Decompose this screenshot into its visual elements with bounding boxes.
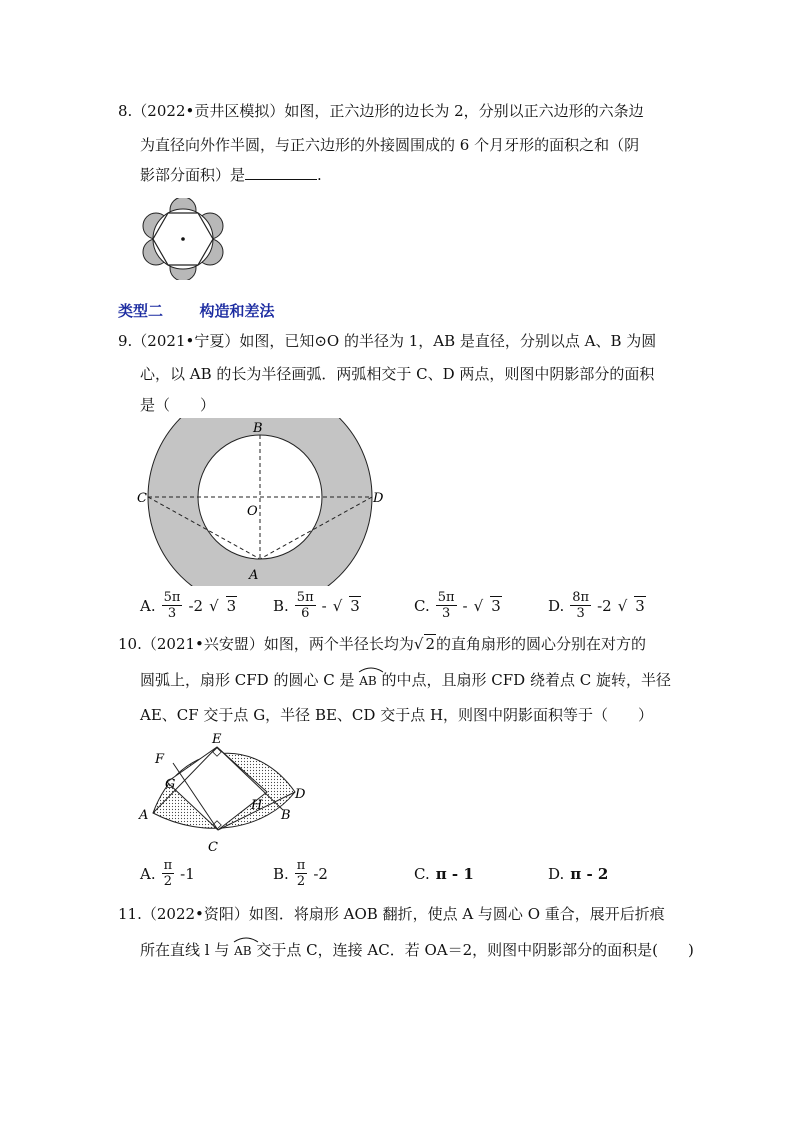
- option-letter: B.: [273, 864, 289, 883]
- q8-line1: 8.（2022•贡井区模拟）如图，正六边形的边长为 2，分别以正六边形的六条边: [118, 102, 644, 120]
- sqrt-icon: √: [332, 596, 343, 615]
- q9-option-d[interactable]: D. $\frac{8\pi}{3}$ -2 √ 3: [548, 590, 645, 621]
- fraction: $\frac{8\pi}{3}$: [572, 590, 590, 621]
- q10-line2: 圆弧上，扇形 CFD 的圆心 C 是 AB 的中点，且扇形 CFD 绕着点 C 旋转，半径: [140, 670, 671, 691]
- q10-label-g: G: [165, 777, 176, 792]
- section-label: 类型二: [118, 302, 164, 320]
- q9-label-c: C: [137, 491, 147, 506]
- arc-ab: AB: [234, 941, 251, 961]
- fraction: $\frac{\pi}{2}$: [296, 858, 306, 889]
- q9-figure: [135, 418, 385, 586]
- option-letter: D.: [548, 596, 565, 615]
- option-letter: D.: [548, 865, 565, 883]
- q9-line2: 心，以 AB 的长为半径画弧．两弧相交于 C、D 两点，则图中阴影部分的面积: [140, 365, 655, 383]
- fraction: $\frac{5\pi}{6}$: [296, 590, 314, 621]
- q10-option-d[interactable]: D. π - 2: [548, 865, 609, 883]
- q10-line1: 10.（2021•兴安盟）如图，两个半径长均为√ 2的直角扇形的圆心分别在对方的: [118, 635, 647, 653]
- q9-option-a[interactable]: A. $\frac{5\pi}{3}$ -2 √ 3: [140, 590, 237, 621]
- sqrt-icon: √: [209, 596, 219, 615]
- q8-line3-pre: 影部分面积）是: [140, 166, 246, 184]
- fraction: $\frac{5\pi}{3}$: [437, 590, 455, 621]
- answer-blank[interactable]: [245, 165, 317, 180]
- arc-icon: [233, 937, 259, 943]
- q10-option-a[interactable]: A. $\frac{\pi}{2}$ -1: [140, 858, 195, 889]
- q10-label-f: F: [155, 752, 165, 767]
- q9-line1: 9.（2021•宁夏）如图，已知⊙O 的半径为 1，AB 是直径，分别以点 A、B 为圆: [118, 332, 657, 350]
- q8-hexagon-figure: [136, 198, 230, 280]
- option-letter: A.: [140, 864, 156, 883]
- fraction: $\frac{\pi}{2}$: [163, 858, 173, 889]
- q11-line1: 11.（2022•资阳）如图．将扇形 AOB 翻折，使点 A 与圆心 O 重合，展开后折痕: [118, 905, 665, 923]
- q8-line3-post: .: [317, 166, 322, 184]
- q10-label-a: A: [139, 808, 149, 823]
- sqrt-icon: √: [617, 596, 628, 615]
- q8-line3: [140, 165, 322, 185]
- q9-label-d: D: [373, 491, 384, 506]
- q10-line3: AE、CF 交于点 G，半径 BE、CD 交于点 H，则图中阴影面积等于（ ）: [140, 706, 654, 724]
- q9-option-c[interactable]: C. $\frac{5\pi}{3}$ - √ 3: [414, 590, 501, 621]
- fraction: $\frac{5\pi}{3}$: [163, 590, 181, 621]
- q10-option-c[interactable]: C. π - 1: [414, 865, 474, 883]
- q10-label-b: B: [281, 808, 291, 823]
- sqrt-icon: √: [473, 596, 484, 615]
- q10-figure: [135, 730, 315, 858]
- option-letter: A.: [140, 596, 156, 615]
- arc-icon: [358, 667, 384, 673]
- q10-label-c: C: [208, 840, 218, 855]
- q10-option-b[interactable]: B. $\frac{\pi}{2}$ -2: [273, 858, 328, 889]
- option-letter: C.: [414, 596, 430, 615]
- option-letter: B.: [273, 596, 289, 615]
- q9-option-b[interactable]: B. $\frac{5\pi}{6}$ - √ 3: [273, 590, 360, 621]
- q9-line3: 是（ ）: [140, 396, 216, 414]
- section-header: [118, 300, 275, 321]
- q8-line2: 为直径向外作半圆，与正六边形的外接圆围成的 6 个月牙形的面积之和（阴: [140, 136, 640, 154]
- q9-label-o: O: [247, 504, 258, 519]
- q10-label-d: D: [295, 787, 306, 802]
- q10-label-e: E: [212, 732, 222, 747]
- option-letter: C.: [414, 865, 430, 883]
- section-title: 构造和差法: [199, 302, 275, 320]
- q9-label-a: A: [249, 568, 259, 583]
- q10-label-h: H: [251, 798, 263, 813]
- arc-ab: AB: [359, 671, 376, 691]
- q11-line2: 所在直线 l 与 AB 交于点 C，连接 AC．若 OA＝2，则图中阴影部分的面积是( ): [140, 940, 694, 961]
- sqrt-icon: √: [413, 635, 424, 653]
- q8-center-dot: [181, 237, 185, 241]
- q9-label-b: B: [253, 421, 263, 436]
